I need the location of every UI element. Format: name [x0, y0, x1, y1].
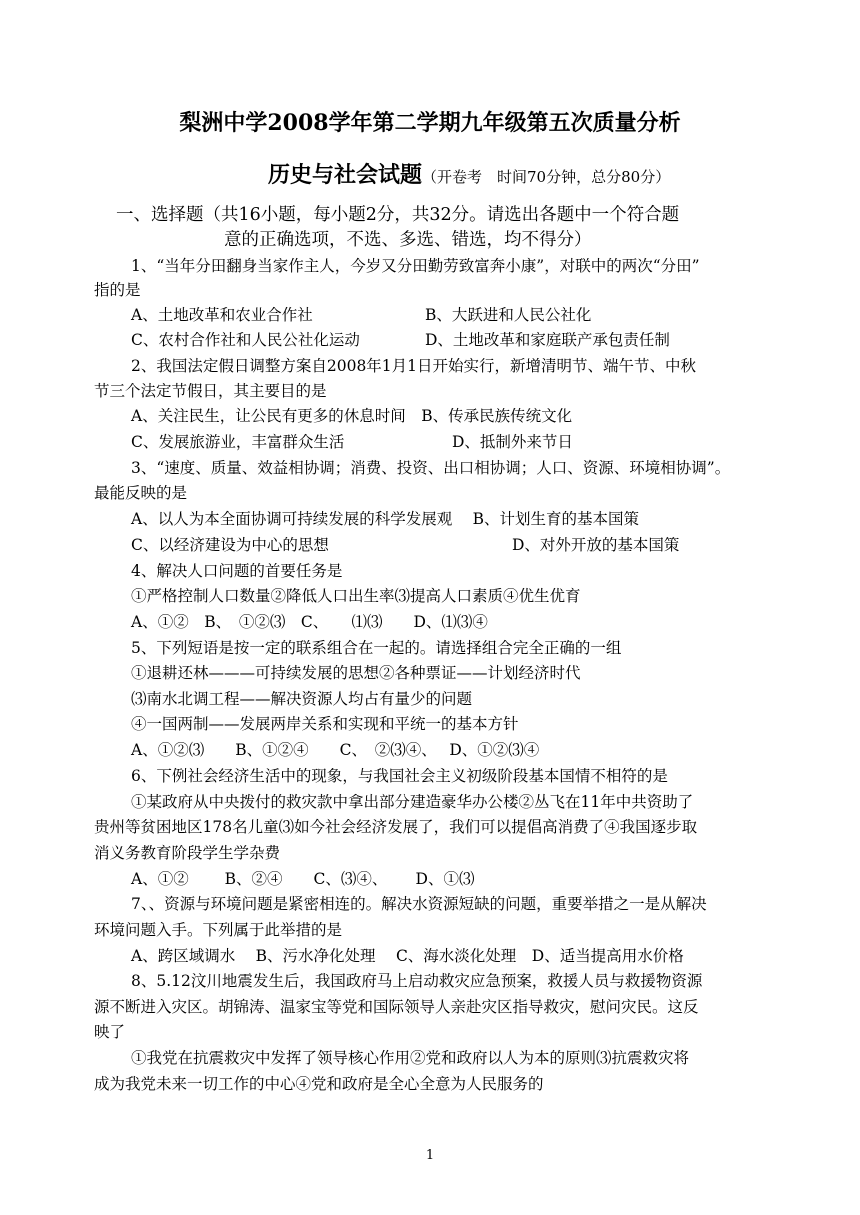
q1-option-a: A、土地改革和农业合作社 — [131, 306, 313, 324]
q3-option-d: D、对外开放的基本国策 — [512, 536, 680, 554]
q7-stem-cont: 环境问题入手。下列属于此举措的是 — [94, 921, 343, 939]
page-number: 1 — [425, 1148, 435, 1163]
q5-stem: 5、下列短语是按一定的联系组合在一起的。请选择组合完全正确的一组 — [131, 639, 622, 657]
q5-options: A、①②⑶ B、①②④ C、 ②⑶④、 D、①②⑶④ — [131, 741, 540, 759]
q6-line-2: 贵州等贫困地区178名儿童⑶如今社会经济发展了，我们可以提倡高消费了④我国逐步取 — [94, 818, 698, 836]
q8-stem-cont: 源不断进入灾区。胡锦涛、温家宝等党和国际领导人亲赴灾区指导救灾，慰问灾民。这反 — [94, 998, 699, 1016]
q7-stem: 7、、资源与环境问题是紧密相连的。解决水资源短缺的问题，重要举措之一是从解决 — [131, 895, 707, 913]
q1-stem: 1、“当年分田翻身当家作主人，今岁又分田勤劳致富奔小康”，对联中的两次“分田” — [131, 257, 700, 275]
q5-item-4: ④一国两制——发展两岸关系和实现和平统一的基本方针 — [131, 715, 519, 733]
q3-option-c: C、以经济建设为中心的思想 — [131, 536, 329, 554]
q2-stem: 2、我国法定假日调整方案自2008年1月1日开始实行，新增清明节、端午节、中秋 — [131, 357, 697, 375]
q7-options: A、跨区域调水 B、污水净化处理 C、海水淡化处理 D、适当提高用水价格 — [131, 947, 684, 965]
q2-option-c: C、发展旅游业，丰富群众生活 — [131, 433, 345, 451]
section-heading-line1: 一、选择题（共16小题，每小题2分，共32分。请选出各题中一个符合题 — [116, 205, 680, 225]
q6-options: A、①② B、②④ C、⑶④、 D、①⑶ — [131, 870, 475, 888]
q8-line-2: 成为我党未来一切工作的中心④党和政府是全心全意为人民服务的 — [94, 1075, 544, 1093]
q1-stem-cont: 指的是 — [94, 281, 141, 299]
q4-options: A、①② B、 ①②⑶ C、 ⑴⑶ D、⑴⑶④ — [131, 613, 488, 631]
q5-item-3: ⑶南水北调工程——解决资源人均占有量少的问题 — [131, 690, 473, 708]
q8-stem-end: 映了 — [94, 1023, 126, 1041]
q6-line-1: ①某政府从中央拨付的救灾款中拿出部分建造豪华办公楼②丛飞在11年中共资助了 — [131, 793, 694, 811]
q2-option-d: D、抵制外来节日 — [452, 433, 573, 451]
q6-line-3: 消义务教育阶段学生学杂费 — [94, 844, 281, 862]
q3-option-ab: A、以人为本全面协调可持续发展的科学发展观 B、计划生育的基本国策 — [131, 510, 640, 528]
q6-stem: 6、下例社会经济生活中的现象，与我国社会主义初级阶段基本国情不相符的是 — [131, 767, 668, 785]
section-heading-line2: 意的正确选项，不选、多选、错选，均不得分） — [224, 230, 592, 250]
q1-option-b: B、大跃进和人民公社化 — [425, 306, 592, 324]
q4-items: ①严格控制人口数量②降低人口出生率⑶提高人口素质④优生优育 — [131, 587, 581, 605]
q4-stem: 4、解决人口问题的首要任务是 — [131, 562, 343, 580]
document-title: 梨洲中学2008学年第二学期九年级第五次质量分析 — [179, 110, 681, 136]
q8-stem: 8、5.12汶川地震发生后，我国政府马上启动救灾应急预案，救援人员与救援物资源 — [131, 972, 703, 990]
q1-option-c: C、农村合作社和人民公社化运动 — [131, 331, 360, 349]
q3-stem: 3、“速度、质量、效益相协调；消费、投资、出口相协调；人口、资源、环境相协调”。 — [131, 459, 731, 477]
q2-stem-cont: 节三个法定节假日，其主要目的是 — [94, 382, 327, 400]
q2-option-ab: A、关注民生，让公民有更多的休息时间 B、传承民族传统文化 — [131, 407, 573, 425]
q5-item-1: ①退耕还林———可持续发展的思想②各种票证——计划经济时代 — [131, 664, 581, 682]
q3-stem-cont: 最能反映的是 — [94, 484, 188, 502]
q1-option-d: D、土地改革和家庭联产承包责任制 — [425, 331, 670, 349]
q8-line-1: ①我党在抗震救灾中发挥了领导核心作用②党和政府以人为本的原则⑶抗震救灾将 — [131, 1049, 690, 1067]
subject-title: 历史与社会试题 — [268, 162, 423, 188]
exam-info: （开卷考 时间70分钟，总分80分） — [422, 168, 671, 186]
document-subtitle — [268, 158, 670, 189]
